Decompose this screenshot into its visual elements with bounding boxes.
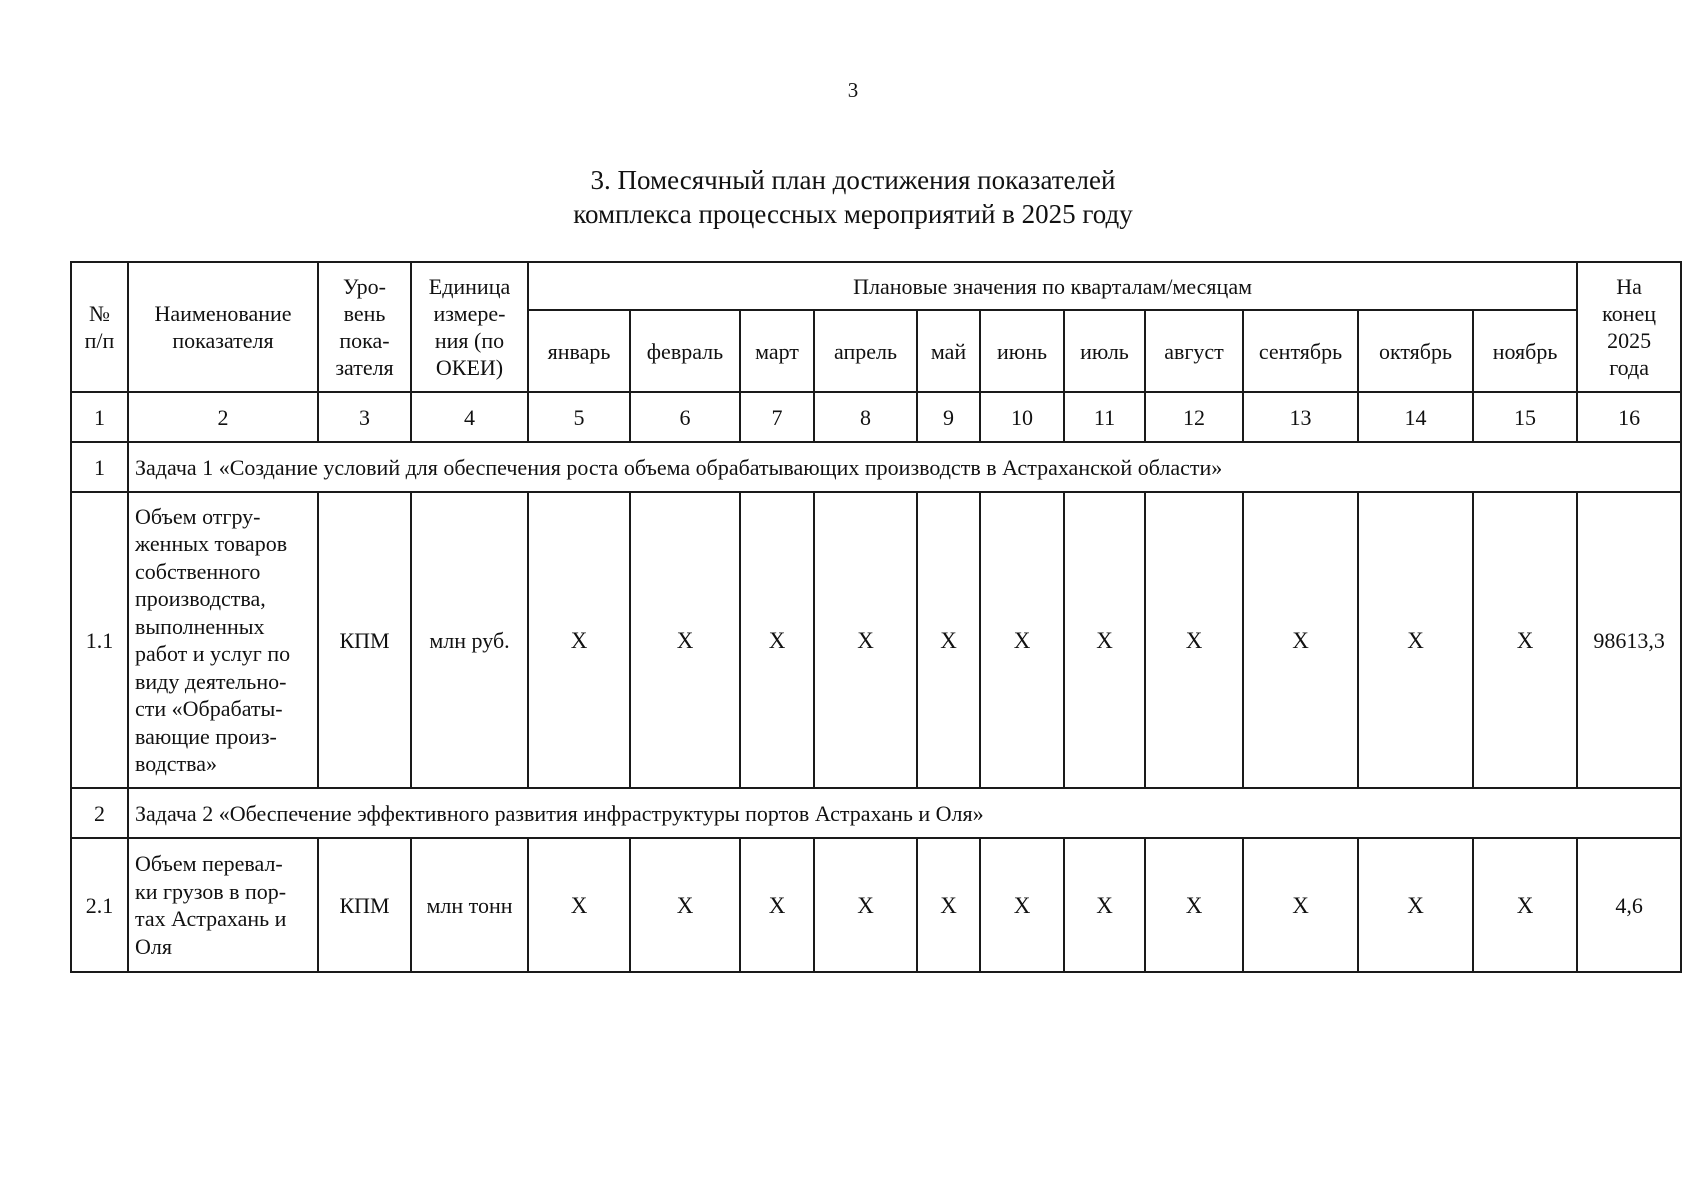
monthly-plan-table <box>70 261 1682 973</box>
header-month-nov: ноябрь <box>1473 310 1577 392</box>
table-row <box>71 838 1681 972</box>
month-value: X <box>980 838 1064 972</box>
month-value: X <box>1473 838 1577 972</box>
header-unit: Единица измере- ния (по ОКЕИ) <box>411 262 528 392</box>
header-num: № п/п <box>71 262 128 392</box>
indicator-name: Объем отгру- женных товаров собственного производства, выполненных работ и услуг по виду деятельно- сти «Обрабаты- вающие произ- водства» <box>128 492 318 788</box>
column-number: 4 <box>411 392 528 442</box>
column-number: 10 <box>980 392 1064 442</box>
column-number: 12 <box>1145 392 1243 442</box>
column-number: 3 <box>318 392 411 442</box>
month-value: X <box>528 838 630 972</box>
month-value: X <box>1243 492 1358 788</box>
header-month-feb: февраль <box>630 310 740 392</box>
header-plan-group: Плановые значения по кварталам/месяцам <box>528 262 1577 310</box>
header-month-oct: октябрь <box>1358 310 1473 392</box>
column-number: 11 <box>1064 392 1145 442</box>
column-number: 1 <box>71 392 128 442</box>
column-number: 6 <box>630 392 740 442</box>
header-month-jan: январь <box>528 310 630 392</box>
header-month-jul: июль <box>1064 310 1145 392</box>
header-month-jun: июнь <box>980 310 1064 392</box>
column-number: 7 <box>740 392 814 442</box>
task-number: 2 <box>71 788 128 838</box>
task-row <box>71 442 1681 492</box>
header-month-mar: март <box>740 310 814 392</box>
month-value: X <box>1358 838 1473 972</box>
title-line-1: 3. Помесячный план достижения показателей <box>590 165 1116 195</box>
header-level: Уро- вень пока- зателя <box>318 262 411 392</box>
column-number: 5 <box>528 392 630 442</box>
title-line-2: комплекса процессных мероприятий в 2025 году <box>573 199 1133 229</box>
month-value: X <box>630 838 740 972</box>
month-value: X <box>814 838 917 972</box>
column-number: 15 <box>1473 392 1577 442</box>
column-number: 16 <box>1577 392 1681 442</box>
header-month-apr: апрель <box>814 310 917 392</box>
month-value: X <box>814 492 917 788</box>
header-month-sep: сентябрь <box>1243 310 1358 392</box>
month-value: X <box>980 492 1064 788</box>
month-value: X <box>1145 838 1243 972</box>
indicator-level: КПМ <box>318 838 411 972</box>
task-title: Задача 2 «Обеспечение эффективного развития инфраструктуры портов Астрахань и Оля» <box>128 788 1681 838</box>
month-value: X <box>1243 838 1358 972</box>
month-value: X <box>917 838 980 972</box>
indicator-level: КПМ <box>318 492 411 788</box>
task-title: Задача 1 «Создание условий для обеспечения роста объема обрабатывающих производств в Астраханской области» <box>128 442 1681 492</box>
month-value: X <box>740 838 814 972</box>
row-number: 1.1 <box>71 492 128 788</box>
header-name: Наименование показателя <box>128 262 318 392</box>
header-month-aug: август <box>1145 310 1243 392</box>
header-end-of-year: На конец 2025 года <box>1577 262 1681 392</box>
indicator-unit: млн тонн <box>411 838 528 972</box>
column-number: 8 <box>814 392 917 442</box>
month-value: X <box>630 492 740 788</box>
task-row <box>71 788 1681 838</box>
month-value: X <box>1064 838 1145 972</box>
month-value: X <box>528 492 630 788</box>
page-number: 3 <box>847 78 859 102</box>
document-title <box>0 163 1706 231</box>
month-value: X <box>917 492 980 788</box>
end-of-year-value: 4,6 <box>1577 838 1681 972</box>
table-row <box>71 492 1681 788</box>
end-of-year-value: 98613,3 <box>1577 492 1681 788</box>
column-number: 2 <box>128 392 318 442</box>
column-number: 9 <box>917 392 980 442</box>
row-number: 2.1 <box>71 838 128 972</box>
task-number: 1 <box>71 442 128 492</box>
column-number: 14 <box>1358 392 1473 442</box>
month-value: X <box>1358 492 1473 788</box>
indicator-unit: млн руб. <box>411 492 528 788</box>
indicator-name: Объем перевал- ки грузов в пор- тах Астрахань и Оля <box>128 838 318 972</box>
month-value: X <box>1473 492 1577 788</box>
column-number: 13 <box>1243 392 1358 442</box>
month-value: X <box>1064 492 1145 788</box>
header-month-may: май <box>917 310 980 392</box>
month-value: X <box>740 492 814 788</box>
month-value: X <box>1145 492 1243 788</box>
